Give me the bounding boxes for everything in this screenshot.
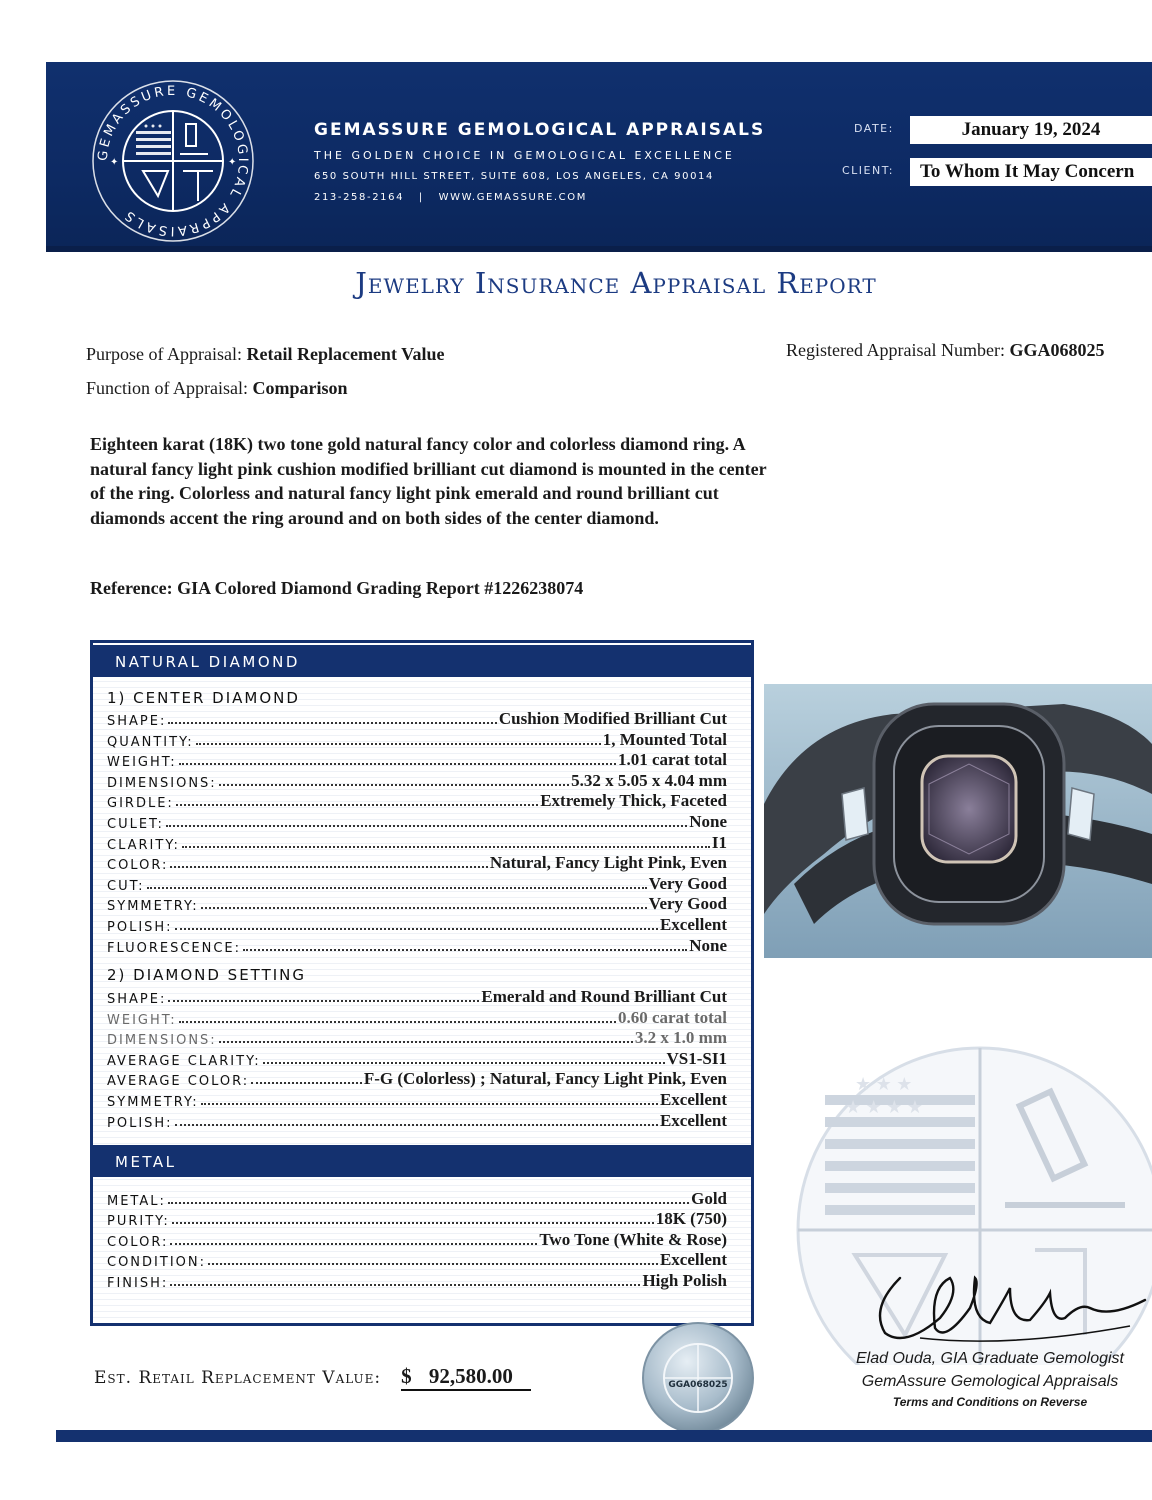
detail-row — [107, 987, 727, 1007]
detail-row — [107, 771, 727, 791]
detail-label: CLARITY: — [107, 837, 180, 853]
detail-row — [107, 1250, 727, 1270]
detail-label: POLISH: — [107, 1115, 173, 1131]
leader-dots — [166, 825, 687, 827]
detail-value: Cushion Modified Brilliant Cut — [498, 709, 727, 728]
detail-label: COLOR: — [107, 1234, 169, 1250]
leader-dots — [219, 784, 569, 786]
detail-value: None — [689, 812, 727, 831]
company-contact: 213-258-2164 | WWW.GEMASSURE.COM — [314, 192, 587, 203]
gia-reference: Reference: GIA Colored Diamond Grading Report #1226238074 — [90, 578, 584, 598]
date-label: DATE: — [854, 122, 894, 135]
detail-value: 1.01 carat total — [617, 750, 727, 770]
leader-dots — [168, 1000, 479, 1002]
detail-row — [107, 1049, 727, 1069]
leader-dots — [176, 804, 538, 806]
detail-label: DIMENSIONS: — [107, 1033, 217, 1049]
appraiser-company: GemAssure Gemological Appraisals — [861, 1373, 1119, 1390]
leader-dots — [182, 846, 710, 848]
appraiser-name: Elad Ouda, GIA Graduate Gemologist — [856, 1350, 1124, 1367]
detail-value: Extremely Thick, Faceted — [540, 791, 727, 811]
leader-dots — [175, 928, 658, 930]
client-label: CLIENT: — [842, 164, 894, 177]
detail-label: GIRDLE: — [107, 796, 174, 812]
leader-dots — [251, 1082, 362, 1084]
detail-row — [107, 812, 727, 832]
company-name: GEMASSURE GEMOLOGICAL APPRAISALS — [314, 120, 766, 140]
detail-row — [107, 1069, 727, 1089]
leader-dots — [170, 1284, 640, 1286]
function-line — [86, 378, 348, 399]
detail-row — [107, 1230, 727, 1250]
estimate-currency: $ — [401, 1364, 412, 1388]
detail-value: Natural, Fancy Light Pink, Even — [489, 853, 727, 873]
detail-value: High Polish — [642, 1270, 727, 1290]
appraisal-data-panel — [90, 640, 754, 1326]
bottom-rule — [56, 1430, 1152, 1442]
leader-dots — [179, 763, 616, 765]
purpose-label: Purpose of Appraisal: — [86, 344, 242, 364]
detail-value: Very Good — [648, 894, 727, 914]
detail-label: CUT: — [107, 878, 145, 894]
client-field: To Whom It May Concern — [910, 158, 1152, 186]
header-banner — [46, 62, 1152, 252]
seal-text: GEMASSURE GEMOLOGICAL APPRAISALS — [95, 83, 251, 239]
hologram-seal — [640, 1320, 756, 1436]
detail-value: Gold — [691, 1189, 727, 1208]
function-label: Function of Appraisal: — [86, 378, 248, 398]
leader-dots — [168, 722, 497, 724]
detail-label: DIMENSIONS: — [107, 775, 217, 791]
detail-row — [107, 709, 727, 729]
company-phone: 213-258-2164 — [314, 192, 405, 203]
detail-value: VS1-SI1 — [666, 1048, 727, 1068]
leader-dots — [175, 1124, 658, 1126]
detail-label: SHAPE: — [107, 992, 167, 1007]
detail-label: METAL: — [107, 1194, 166, 1209]
detail-row — [107, 1090, 727, 1110]
detail-label: POLISH: — [107, 920, 173, 935]
detail-row — [107, 1028, 727, 1048]
detail-label: SYMMETRY: — [107, 1095, 199, 1110]
detail-label: QUANTITY: — [107, 734, 194, 750]
detail-label: AVERAGE COLOR: — [107, 1074, 250, 1090]
detail-row — [107, 853, 727, 873]
detail-value: 5.32 x 5.05 x 4.04 mm — [571, 770, 727, 790]
registered-label: Registered Appraisal Number: — [786, 340, 1005, 360]
detail-value: Excellent — [659, 915, 727, 934]
leader-dots — [170, 866, 488, 868]
page-title: Jewelry Insurance Appraisal Report — [355, 266, 877, 300]
purpose-value: Retail Replacement Value — [246, 344, 445, 364]
detail-value: None — [689, 935, 727, 955]
registered-line — [786, 340, 1104, 361]
detail-value: Excellent — [659, 1090, 727, 1109]
detail-label: COLOR: — [107, 858, 169, 874]
detail-label: SHAPE: — [107, 714, 167, 729]
function-value: Comparison — [252, 378, 348, 398]
leader-dots — [201, 907, 647, 909]
appraiser-signature — [860, 1248, 1150, 1358]
estimate-label: Est. Retail Replacement Value: — [94, 1368, 382, 1388]
detail-label: WEIGHT: — [107, 1012, 177, 1028]
detail-row — [107, 1271, 727, 1291]
detail-value: Excellent — [659, 1110, 727, 1130]
detail-label: PURITY: — [107, 1214, 170, 1230]
ring-photo — [764, 684, 1152, 958]
leader-dots — [147, 887, 647, 889]
leader-dots — [243, 949, 687, 951]
detail-value: 1, Mounted Total — [602, 729, 727, 749]
company-address: 650 SOUTH HILL STREET, SUITE 608, LOS ANGELES, CA 90014 — [314, 171, 714, 182]
detail-row — [107, 791, 727, 811]
company-info — [314, 120, 765, 203]
metal-heading: METAL — [93, 1145, 751, 1177]
detail-row — [107, 1189, 727, 1209]
leader-dots — [172, 1222, 654, 1224]
center-diamond-heading: 1) CENTER DIAMOND — [107, 689, 300, 707]
detail-value: F-G (Colorless) ; Natural, Fancy Light Pink, Even — [363, 1069, 727, 1089]
leader-dots — [170, 1243, 537, 1245]
detail-row — [107, 1209, 727, 1229]
detail-label: SYMMETRY: — [107, 899, 199, 915]
detail-value: Two Tone (White & Rose) — [539, 1229, 727, 1249]
leader-dots — [196, 743, 601, 745]
detail-value: I1 — [711, 832, 727, 852]
detail-value: Very Good — [648, 873, 727, 893]
detail-value: 18K (750) — [655, 1209, 727, 1229]
detail-row — [107, 936, 727, 956]
detail-value: Excellent — [659, 1250, 727, 1270]
hologram-code: GGA068025 — [668, 1380, 728, 1390]
registered-value: GGA068025 — [1009, 340, 1105, 360]
estimate-line — [94, 1364, 531, 1391]
svg-text:✦: ✦ — [110, 157, 119, 168]
detail-row — [107, 874, 727, 894]
detail-row — [107, 833, 727, 853]
detail-label: WEIGHT: — [107, 755, 177, 771]
detail-label: CONDITION: — [107, 1255, 206, 1271]
detail-row — [107, 894, 727, 914]
detail-row — [107, 1111, 727, 1131]
date-field: January 19, 2024 — [910, 116, 1152, 144]
detail-row — [107, 1008, 727, 1028]
svg-text:★ ★ ★: ★ ★ ★ — [855, 1074, 913, 1094]
leader-dots — [201, 1103, 658, 1105]
detail-value: Emerald and Round Brilliant Cut — [481, 987, 727, 1006]
svg-text:★ ★ ★ ★: ★ ★ ★ ★ — [845, 1097, 924, 1117]
detail-row — [107, 915, 727, 935]
detail-value: 0.60 carat total — [617, 1007, 727, 1027]
leader-dots — [168, 1202, 689, 1204]
detail-label: AVERAGE CLARITY: — [107, 1053, 261, 1069]
natural-diamond-heading: NATURAL DIAMOND — [93, 645, 751, 677]
estimate-value-box — [401, 1364, 531, 1391]
item-description: Eighteen karat (18K) two tone gold natural fancy color and colorless diamond ring. A natural fancy light pink cushion modified brilliant cut diamond is mounted in the center of the ring. Colorless and natural fancy light pink emerald and round brilliant cut diamonds accent the ring around and on both sides of the center diamond. — [90, 434, 767, 528]
company-website: WWW.GEMASSURE.COM — [438, 192, 587, 203]
diamond-setting-heading: 2) DIAMOND SETTING — [107, 966, 307, 984]
company-tagline: THE GOLDEN CHOICE IN GEMOLOGICAL EXCELLENCE — [314, 149, 735, 162]
detail-label: FINISH: — [107, 1275, 169, 1291]
detail-label: CULET: — [107, 817, 164, 832]
leader-dots — [179, 1021, 616, 1023]
leader-dots — [219, 1041, 633, 1043]
leader-dots — [208, 1263, 658, 1265]
svg-text:✦: ✦ — [228, 157, 237, 168]
leader-dots — [263, 1062, 665, 1064]
detail-row — [107, 750, 727, 770]
detail-value: 3.2 x 1.0 mm — [634, 1028, 727, 1048]
terms-note: Terms and Conditions on Reverse — [892, 1395, 1088, 1409]
estimate-value: 92,580.00 — [428, 1364, 513, 1388]
purpose-line — [86, 344, 444, 365]
gemassure-seal-logo — [88, 76, 258, 246]
detail-row — [107, 730, 727, 750]
detail-label: FLUORESCENCE: — [107, 940, 242, 956]
